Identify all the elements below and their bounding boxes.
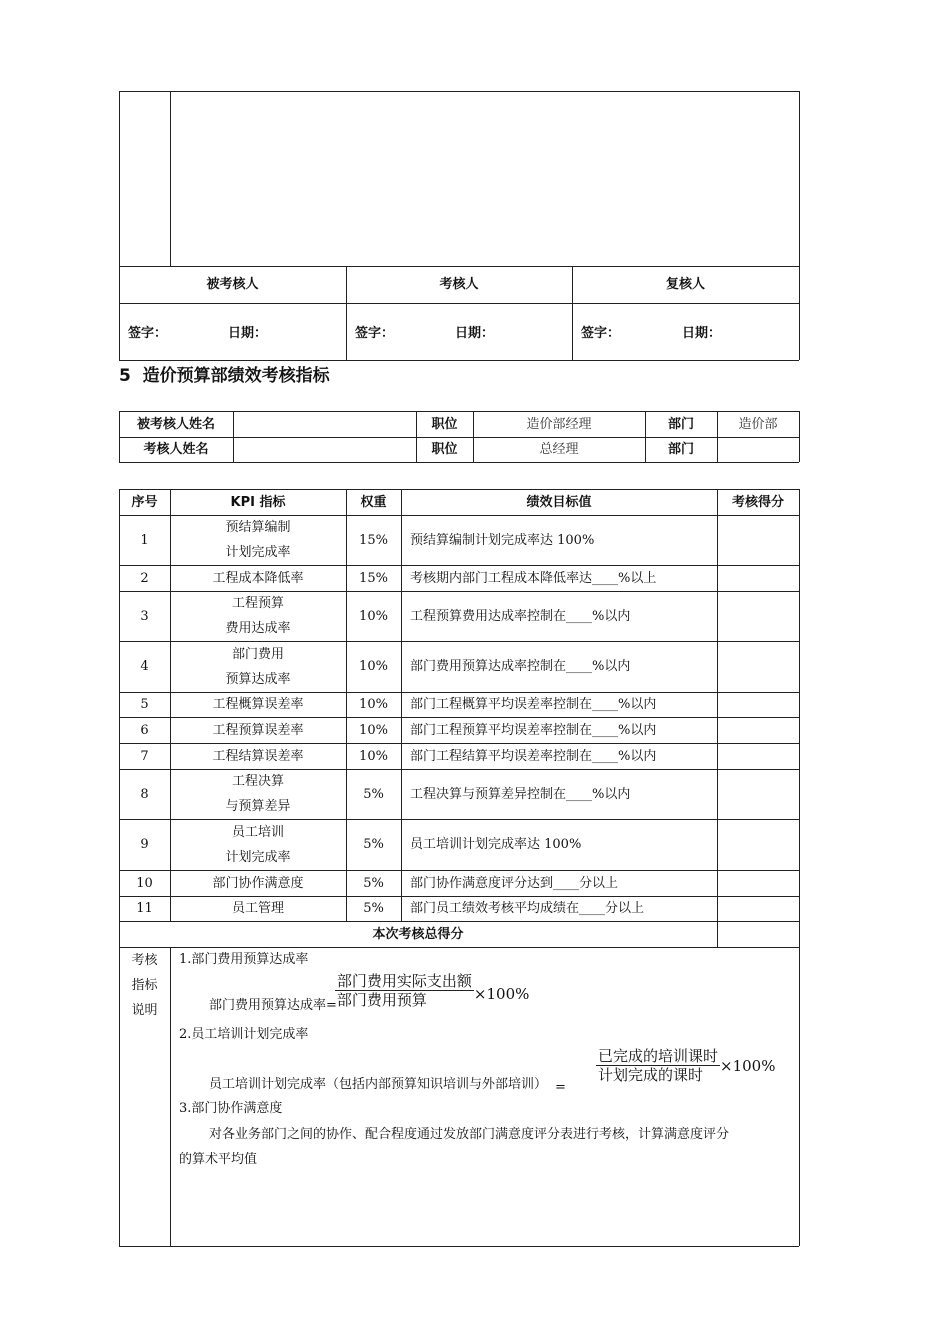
kpi-row-1-target: 预结算编制计划完成率达 100% — [410, 532, 595, 548]
reviewee-date-label: 日期： — [228, 325, 268, 341]
kpi-header-target: 绩效目标值 — [526, 494, 592, 510]
kpi-row-6-target: 部门工程预算平均误差率控制在____%以内 — [410, 722, 657, 738]
kpi-row-2-target: 考核期内部门工程成本降低率达____%以上 — [410, 570, 657, 586]
kpi-row-4-target: 部门费用预算达成率控制在____%以内 — [410, 659, 631, 674]
note-item1-formula: 部门费用预算达成率= $\frac{\text{部门费用实际支出额}}{\text{部门费用预算}}$ ×100% — [209, 972, 530, 1013]
kpi-row-10-no: 10 — [136, 875, 153, 891]
kpi-row-8-weight: 5% — [363, 786, 384, 802]
kpi-row-3-weight: 10% — [359, 608, 388, 624]
kpi-row-6-weight: 10% — [359, 722, 388, 738]
kpi-row-7-target: 部门工程结算平均误差率控制在____%以内 — [410, 748, 657, 764]
item1-fraction: $\frac{\text{部门费用实际支出额}}{\text{部门费用预算}}$ — [336, 972, 472, 1009]
kpi-header-weight: 权重 — [360, 494, 387, 510]
section-title: 5 造价预算部绩效考核指标 — [119, 366, 330, 386]
note-item3-text-line2: 的算术平均值 — [179, 1152, 258, 1167]
reviewee-dept-value: 造价部 — [738, 416, 778, 432]
reviewer-position-label: 职位 — [431, 442, 458, 457]
kpi-row-4-name: 部门费用 预算达成率 — [225, 646, 291, 687]
kpi-row-6-name: 工程预算误差率 — [212, 722, 304, 738]
kpi-total-label: 本次考核总得分 — [372, 926, 464, 942]
reviewee-header: 被考核人 — [206, 277, 259, 292]
approver-sign-label: 签字： — [581, 325, 621, 341]
kpi-row-1-weight: 15% — [359, 532, 388, 548]
kpi-row-10-weight: 5% — [363, 875, 384, 891]
kpi-row-3-name: 工程预算 费用达成率 — [225, 596, 291, 636]
reviewer-name-value — [233, 437, 416, 462]
kpi-row-11-name: 员工管理 — [231, 901, 284, 916]
note-item2-formula-label: 员工培训计划完成率（包括内部预算知识培训与外部培训） = — [209, 1077, 566, 1095]
kpi-row-7-name: 工程结算误差率 — [212, 748, 304, 764]
kpi-row-5-weight: 10% — [359, 697, 388, 712]
reviewee-sign-label: 签字： — [128, 325, 168, 341]
kpi-row-5-no: 5 — [140, 697, 149, 712]
kpi-row-7-weight: 10% — [359, 748, 388, 764]
kpi-row-1-no: 1 — [140, 532, 149, 548]
note-item3-title: 3.部门协作满意度 — [179, 1101, 283, 1116]
kpi-row-8-name: 工程决算 与预算差异 — [225, 774, 291, 814]
kpi-total-score — [717, 921, 799, 947]
kpi-row-4-weight: 10% — [359, 659, 388, 674]
kpi-row-10-target: 部门协作满意度评分达到____分以上 — [410, 875, 619, 891]
kpi-row-2-weight: 15% — [359, 570, 388, 586]
kpi-row-2-name: 工程成本降低率 — [212, 570, 304, 586]
kpi-row-8-no: 8 — [140, 786, 149, 802]
reviewer-sign-label: 签字： — [355, 325, 395, 341]
kpi-row-10-name: 部门协作满意度 — [212, 875, 304, 891]
reviewer-header: 考核人 — [439, 277, 479, 292]
kpi-row-3-no: 3 — [140, 608, 149, 624]
kpi-row-3-target: 工程预算费用达成率控制在____%以内 — [410, 608, 631, 624]
note-item3-text-line1: 对各业务部门之间的协作、配合程度通过发放部门满意度评分表进行考核，计算满意度评分 — [209, 1127, 730, 1142]
approver-date-label: 日期： — [682, 325, 722, 341]
kpi-row-9-name: 员工培训 计划完成率 — [225, 824, 291, 865]
kpi-row-9-weight: 5% — [363, 837, 384, 852]
kpi-row-11-weight: 5% — [363, 901, 384, 916]
reviewer-name-label: 考核人姓名 — [143, 442, 209, 457]
reviewer-dept-label: 部门 — [667, 442, 694, 457]
reviewee-position-label: 职位 — [431, 416, 458, 432]
reviewee-dept-label: 部门 — [667, 416, 694, 432]
kpi-header-no: 序号 — [131, 494, 158, 510]
approver-header: 复核人 — [665, 277, 705, 292]
reviewer-dept-value — [717, 437, 799, 462]
kpi-row-1-name: 预结算编制 计划完成率 — [225, 520, 291, 560]
reviewer-date-label: 日期： — [455, 325, 495, 341]
reviewer-position-value: 总经理 — [539, 442, 579, 457]
note-item1-title: 1.部门费用预算达成率 — [179, 952, 309, 967]
kpi-row-5-name: 工程概算误差率 — [212, 697, 304, 712]
reviewee-position-value: 造价部经理 — [526, 416, 592, 432]
kpi-row-4-no: 4 — [140, 659, 149, 674]
reviewee-name-label: 被考核人姓名 — [136, 416, 215, 432]
reviewee-name-value — [233, 411, 416, 437]
kpi-header-name: KPI 指标 — [230, 494, 286, 510]
kpi-row-5-target: 部门工程概算平均误差率控制在____%以内 — [410, 697, 657, 712]
kpi-row-2-no: 2 — [140, 570, 149, 586]
kpi-row-9-no: 9 — [140, 837, 149, 852]
kpi-row-11-no: 11 — [136, 901, 153, 916]
kpi-header-score: 考核得分 — [731, 494, 784, 510]
item2-fraction: $\frac{\text{已完成的培训课时}}{\text{计划完成的课时}}$ ×100% — [598, 1047, 776, 1084]
kpi-row-8-target: 工程决算与预算差异控制在____%以内 — [410, 786, 631, 802]
note-item2-title: 2.员工培训计划完成率 — [179, 1027, 309, 1042]
kpi-row-11-target: 部门员工绩效考核平均成绩在____分以上 — [410, 901, 645, 916]
kpi-row-7-no: 7 — [140, 748, 149, 764]
notes-side-label: 考核 指标 说明 — [131, 953, 158, 1018]
kpi-row-6-no: 6 — [140, 722, 149, 738]
kpi-row-9-target: 员工培训计划完成率达 100% — [410, 837, 582, 852]
